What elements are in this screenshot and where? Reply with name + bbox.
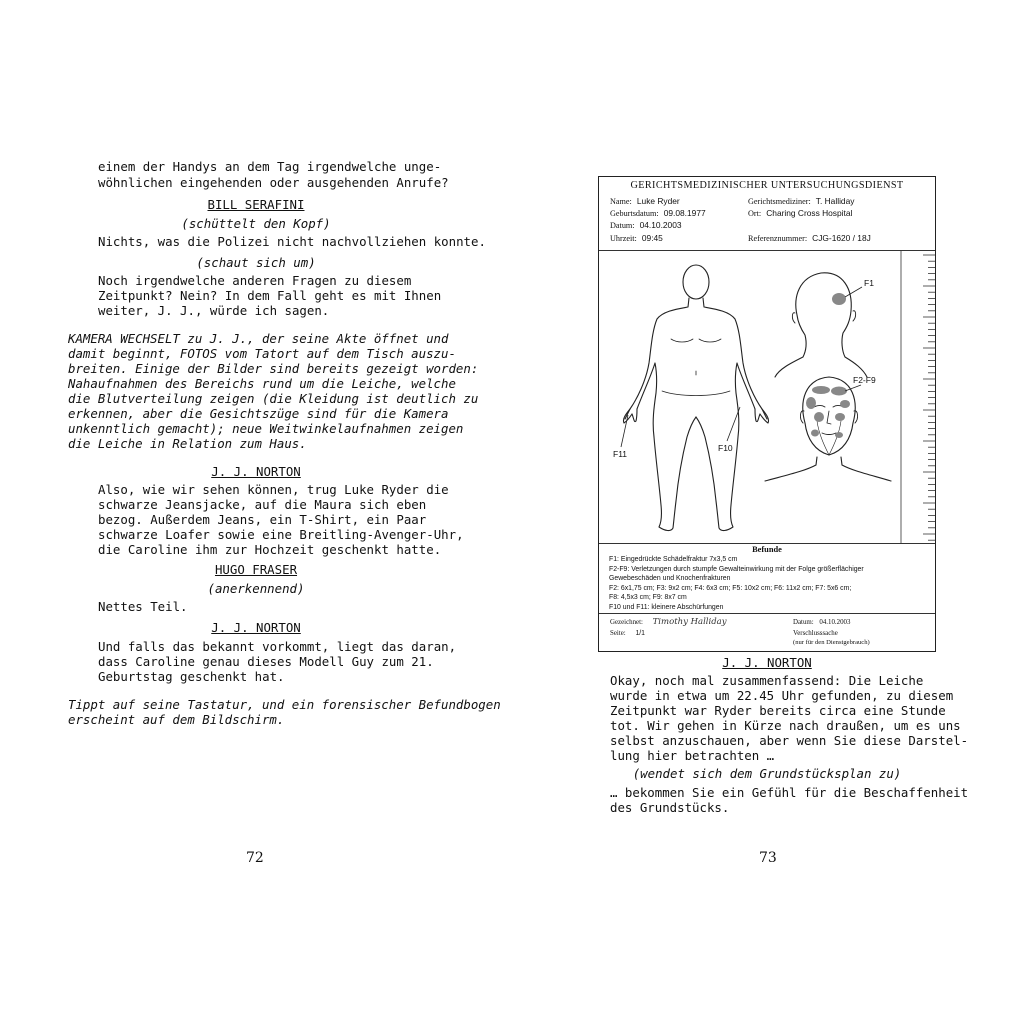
form-time-value: 09:45 — [641, 233, 663, 243]
dialogue-line: einem der Handys an dem Tag irgendwelche unge- — [98, 159, 442, 174]
parenthetical: (schüttelt den Kopf) — [181, 216, 331, 231]
dialogue-line: dass Caroline genau dieses Modell Guy zum 21. — [98, 654, 434, 669]
label-f10: F10 — [718, 443, 733, 453]
footer-date-row: Datum: 04.10.2003 — [793, 619, 851, 626]
dialogue-line: schwarze Loafer sowie eine Breitling-Avenger-Uhr, — [98, 527, 464, 542]
dialogue-line: selbst anzuschauen, aber wenn Sie diese Darstel- — [610, 733, 969, 748]
finding-line: F10 und F11: kleinere Abschürfungen — [609, 603, 724, 611]
dialogue-line: weiter, J. J., würde ich sagen. — [98, 303, 330, 318]
form-place-row: Ort: Charing Cross Hospital — [748, 208, 853, 218]
dialogue-line: wurde in etwa um 22.45 Uhr gefunden, zu diesem — [610, 688, 954, 703]
dialogue-line: Also, wie wir sehen können, trug Luke Ryder die — [98, 482, 449, 497]
form-ref-value: CJG-1620 / 18J — [812, 233, 871, 243]
injuries-f2-f9 — [806, 386, 850, 438]
findings-divider — [599, 543, 935, 544]
dialogue-line: Nettes Teil. — [98, 599, 188, 614]
action-line: die Leiche in Relation zum Haus. — [68, 436, 307, 451]
body-front-figure — [623, 265, 768, 531]
parenthetical: (schaut sich um) — [196, 255, 316, 270]
form-name-value: Luke Ryder — [636, 196, 680, 206]
dialogue-line: lung hier betrachten … — [610, 748, 775, 763]
speaker-name: J. J. NORTON — [211, 620, 301, 635]
action-line: die Blutverteilung zeigen (die Kleidung ist deutlich zu — [68, 391, 479, 406]
dialogue-line: wöhnlichen eingehenden oder ausgehenden Anrufe? — [98, 175, 449, 190]
form-name-row: Name: Luke Ryder — [610, 196, 680, 206]
form-birth-value: 09.08.1977 — [663, 208, 706, 218]
head-back-figure — [775, 273, 867, 377]
arrow-f11 — [621, 415, 628, 447]
speaker-name: HUGO FRASER — [214, 562, 298, 577]
page-number-right: 73 — [759, 850, 777, 866]
head-front-figure — [765, 377, 891, 481]
speaker-name: J. J. NORTON — [211, 464, 301, 479]
footer-page-value: 1/1 — [635, 630, 646, 637]
arrow-f2-f9 — [845, 385, 861, 391]
action-line: Tippt auf seine Tastatur, und ein forensischer Befundbogen — [68, 697, 501, 712]
action-line: erkennen, aber die Gesichtszüge sind für die Kamera — [68, 406, 449, 421]
parenthetical: (wendet sich dem Grundstücksplan zu) — [632, 766, 902, 781]
body-diagram — [599, 251, 935, 543]
action-line: breiten. Einige der Bilder sind bereits gezeigt worden: — [68, 361, 479, 376]
page-number-left: 72 — [246, 850, 264, 866]
action-line: KAMERA WECHSELT zu J. J., der seine Akte öffnet und — [68, 331, 449, 346]
speaker-name: BILL SERAFINI — [207, 197, 305, 212]
dialogue-line: Zeitpunkt? Nein? In dem Fall geht es mit Ihnen — [98, 288, 442, 303]
label-f1: F1 — [864, 278, 874, 288]
classification: Verschlusssache — [793, 630, 838, 637]
dialogue-line: schwarze Jeansjacke, auf die Maura sich eben — [98, 497, 427, 512]
form-date-value: 04.10.2003 — [639, 220, 682, 230]
injury-f1 — [832, 293, 846, 305]
dialogue-line: Geburtstag geschenkt hat. — [98, 669, 285, 684]
speaker-name: J. J. NORTON — [722, 655, 812, 670]
dialogue-line: die Caroline ihm zur Hochzeit geschenkt hatte. — [98, 542, 442, 557]
scale-ruler — [901, 251, 935, 543]
finding-line: Gewebeschäden und Knochenfrakturen — [609, 575, 731, 583]
form-ref-row: Referenznummer: CJG-1620 / 18J — [748, 233, 871, 243]
dialogue-line: Und falls das bekannt vorkommt, liegt das daran, — [98, 639, 457, 654]
finding-line: F2-F9: Verletzungen durch stumpfe Gewalteinwirkung mit der Folge größerflächiger — [609, 565, 864, 573]
dialogue-line: Noch irgendwelche anderen Fragen zu diesem — [98, 273, 412, 288]
dialogue-line: Zeitpunkt war Ryder bereits circa eine Stunde — [610, 703, 946, 718]
action-line: erscheint auf dem Bildschirm. — [68, 712, 285, 727]
finding-line: F1: Eingedrückte Schädelfraktur 7x3,5 cm — [609, 556, 738, 563]
form-examiner-value: T. Halliday — [815, 196, 855, 206]
action-line: unkenntlich gemacht); neue Weitwinkelaufnahmen zeigen — [68, 421, 464, 436]
forensic-report-form — [598, 176, 936, 652]
label-f11: F11 — [613, 449, 628, 459]
dialogue-line: … bekommen Sie ein Gefühl für die Beschaffenheit — [610, 785, 969, 800]
form-examiner-row: Gerichtsmediziner: T. Halliday — [748, 196, 855, 206]
findings-title: Befunde — [752, 545, 782, 554]
dialogue-line: tot. Wir gehen in Kürze nach draußen, um es uns — [610, 718, 961, 733]
finding-line: F2: 6x1,75 cm; F3: 9x2 cm; F4: 6x3 cm; F5: 10x2 cm; F6: 11x2 cm; F7: 5x6 cm; — [609, 584, 852, 592]
findings-list — [609, 555, 864, 613]
footer-page-row: Seite: 1/1 — [610, 630, 646, 637]
label-f2-f9: F2-F9 — [853, 375, 876, 385]
form-title: GERICHTSMEDIZINISCHER UNTERSUCHUNGSDIENST — [630, 180, 904, 191]
footer-signed-row: Gezeichnet: Timothy Halliday — [610, 617, 727, 627]
footer-date-value: 04.10.2003 — [819, 619, 851, 626]
form-date-row: Datum: 04.10.2003 — [610, 220, 682, 230]
parenthetical: (anerkennend) — [207, 581, 305, 596]
dialogue-line: Nichts, was die Polizei nicht nachvollziehen konnte. — [98, 234, 486, 249]
dialogue-line: bezog. Außerdem Jeans, ein T-Shirt, ein Paar — [98, 512, 427, 527]
dialogue-line: Okay, noch mal zusammenfassend: Die Leiche — [610, 673, 924, 688]
action-line: Nahaufnahmen des Bereichs rund um die Leiche, welche — [68, 376, 456, 391]
form-place-value: Charing Cross Hospital — [766, 208, 853, 218]
finding-line: F8: 4,5x3 cm; F9: 8x7 cm — [609, 594, 687, 602]
footer-divider — [599, 613, 935, 614]
signature: Timothy Halliday — [652, 617, 727, 627]
classification-note: (nur für den Dienstgebrauch) — [793, 639, 870, 646]
action-line: damit beginnt, FOTOS vom Tatort auf dem Tisch auszu- — [68, 346, 456, 361]
form-birth-row: Geburtsdatum: 09.08.1977 — [610, 208, 706, 218]
dialogue-line: des Grundstücks. — [610, 800, 730, 815]
form-time-row: Uhrzeit: 09:45 — [610, 233, 663, 243]
